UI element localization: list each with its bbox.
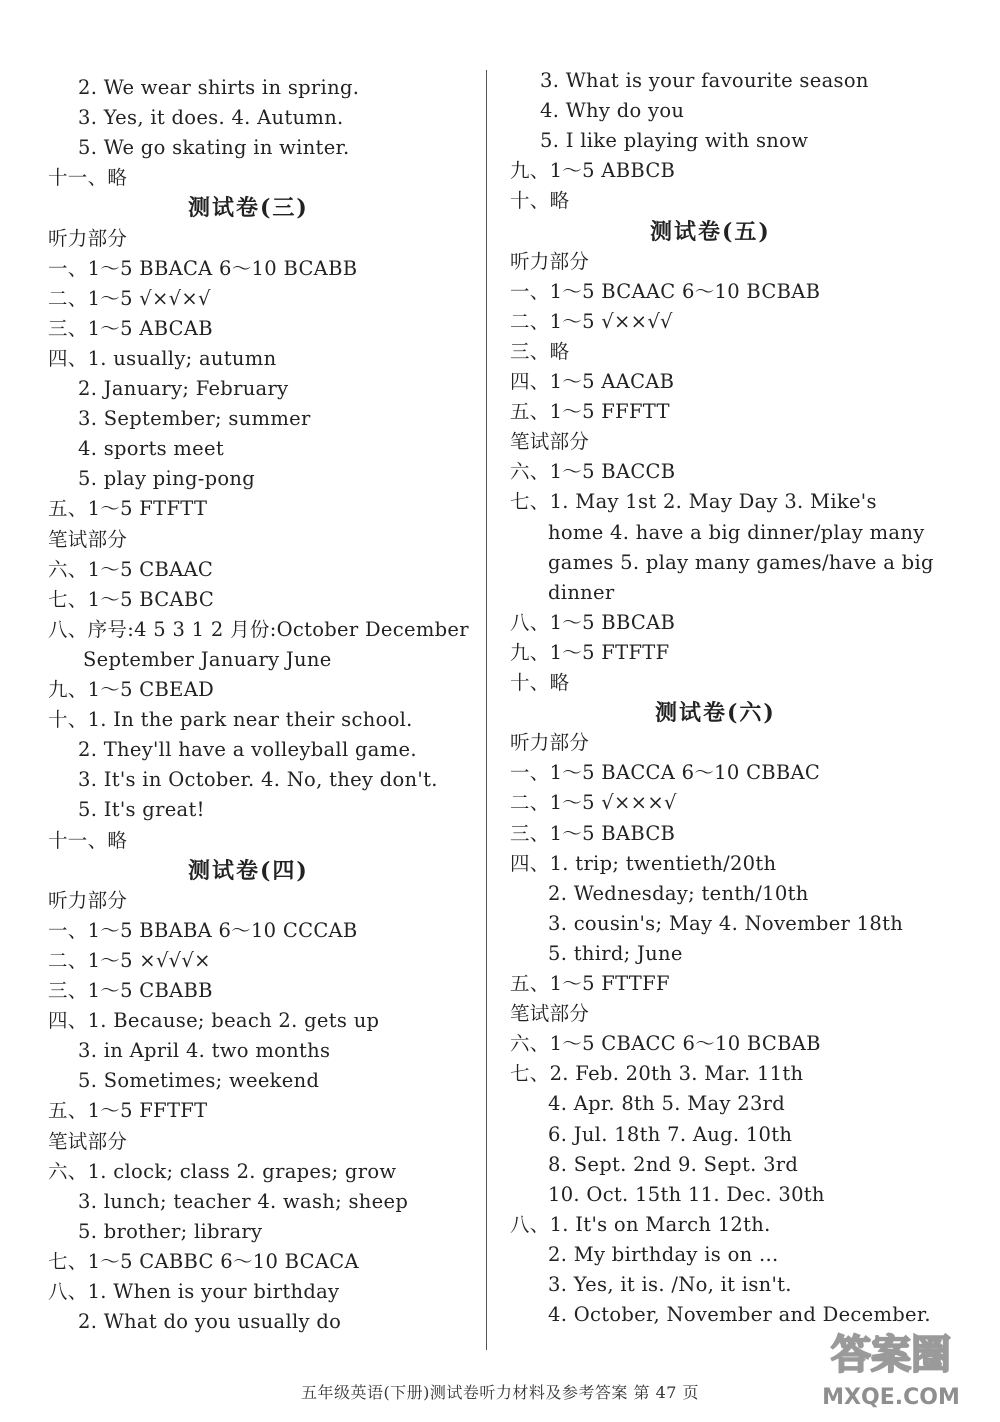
watermark-line2: MXQE.COM: [822, 1385, 960, 1410]
answer-line: 4. Why do you: [540, 99, 685, 123]
section-title: 测试卷(五): [650, 218, 771, 245]
answer-line: 一、1～5 BCAAC 6～10 BCBAB: [510, 279, 821, 303]
answer-line: 听力部分: [48, 888, 128, 912]
answer-line: 2. What do you usually do: [78, 1310, 342, 1334]
answer-line: 三、略: [510, 339, 570, 363]
answer-line: dinner: [548, 580, 615, 604]
answer-line: 3. Yes, it is. /No, it isn't.: [548, 1273, 792, 1296]
answer-line: 2. January; February: [78, 377, 289, 400]
answer-line: 二、1～5 √×××√: [510, 791, 677, 815]
answer-line: 2. We wear shirts in spring.: [78, 76, 360, 99]
watermark-logo: [816, 1318, 966, 1414]
answer-line: 四、1. usually; autumn: [48, 346, 277, 370]
answer-line: 4. October, November and December.: [548, 1303, 931, 1327]
answer-line: 六、1. clock; class 2. grapes; grow: [48, 1159, 397, 1183]
answer-line: 听力部分: [510, 249, 590, 273]
answer-line: 一、1～5 BBABA 6～10 CCCAB: [48, 918, 358, 942]
answer-line: 七、1～5 BCABC: [48, 587, 215, 611]
answer-line: 3. Yes, it does. 4. Autumn.: [78, 106, 344, 130]
answer-line: 笔试部分: [48, 1129, 128, 1153]
page-footer: 五年级英语(下册)测试卷听力材料及参考答案 第 47 页: [300, 1383, 700, 1402]
answer-line: 八、1～5 BBCAB: [510, 610, 676, 634]
section-title: 测试卷(四): [188, 857, 309, 884]
answer-line: 3. September; summer: [78, 407, 311, 431]
answer-line: 六、1～5 CBACC 6～10 BCBAB: [510, 1032, 821, 1056]
answer-line: 2. Wednesday; tenth/10th: [548, 881, 809, 905]
answer-line: 四、1. Because; beach 2. gets up: [48, 1009, 380, 1033]
answer-line: 三、1～5 CBABB: [48, 979, 213, 1002]
answer-line: 5. Sometimes; weekend: [78, 1069, 320, 1093]
answer-line: 3. cousin's; May 4. November 18th: [548, 911, 904, 935]
answer-line: 3. in April 4. two months: [78, 1039, 331, 1063]
answer-line: 六、1～5 BACCB: [510, 460, 676, 484]
answer-line: 4. sports meet: [78, 437, 225, 461]
answer-line: 笔试部分: [510, 1002, 590, 1026]
answer-line: 二、1～5 √×√×√: [48, 286, 211, 310]
answer-line: 5. third; June: [548, 941, 683, 965]
answer-line: 5. I like playing with snow: [540, 129, 809, 153]
answer-line: home 4. have a big dinner/play many: [548, 520, 925, 544]
answer-line: 四、1. trip; twentieth/20th: [510, 851, 777, 875]
answer-line: games 5. play many games/have a big: [548, 550, 934, 574]
answer-line: 三、1～5 ABCAB: [48, 316, 213, 340]
answer-line: 八、1. When is your birthday: [48, 1280, 340, 1303]
answer-line: 七、1. May 1st 2. May Day 3. Mike's: [510, 490, 877, 514]
answer-line: 八、1. It's on March 12th.: [510, 1212, 771, 1236]
answer-line: 九、1～5 ABBCB: [510, 159, 676, 183]
answer-line: 5. play ping-pong: [78, 467, 256, 491]
column-divider: [486, 70, 487, 1350]
answer-line: 一、1～5 BBACA 6～10 BCABB: [48, 256, 358, 280]
answer-line: 十、略: [510, 671, 570, 694]
answer-line: 四、1～5 AACAB: [510, 370, 675, 393]
answer-line: 一、1～5 BACCA 6～10 CBBAC: [510, 761, 821, 785]
answer-line: 七、1～5 CABBC 6～10 BCACA: [48, 1249, 359, 1273]
answer-line: 二、1～5 √××√√: [510, 309, 673, 333]
answer-line: 十、1. In the park near their school.: [48, 708, 413, 732]
answer-line: September January June: [83, 647, 332, 671]
answer-line: 十一、略: [48, 166, 128, 190]
answer-line: 3. lunch; teacher 4. wash; sheep: [78, 1189, 409, 1213]
answer-line: 五、1～5 FFTFT: [48, 1099, 208, 1123]
answer-line: 2. My birthday is on ...: [548, 1242, 779, 1266]
answer-line: 九、1～5 FTFTF: [510, 640, 670, 664]
answer-line: 4. Apr. 8th 5. May 23rd: [548, 1092, 786, 1116]
answer-line: 三、1～5 BABCB: [510, 821, 676, 845]
answer-line: 笔试部分: [48, 527, 128, 551]
answer-line: 5. We go skating in winter.: [78, 136, 350, 160]
answer-line: 10. Oct. 15th 11. Dec. 30th: [548, 1182, 825, 1206]
answer-line: 2. They'll have a volleyball game.: [78, 738, 417, 762]
answer-line: 5. It's great!: [78, 798, 205, 822]
answer-line: 6. Jul. 18th 7. Aug. 10th: [548, 1122, 793, 1146]
answer-line: 九、1～5 CBEAD: [48, 678, 215, 701]
answer-line: 听力部分: [510, 731, 590, 755]
answer-line: 3. What is your favourite season: [540, 69, 869, 92]
answer-line: 十一、略: [48, 828, 128, 852]
answer-line: 十、略: [510, 189, 570, 213]
answer-line: 五、1～5 FTFTT: [48, 497, 208, 521]
answer-line: 5. brother; library: [78, 1219, 263, 1243]
answer-line: 二、1～5 ×√√√×: [48, 948, 211, 972]
answer-line: 8. Sept. 2nd 9. Sept. 3rd: [548, 1152, 799, 1176]
answer-line: 五、1～5 FTTFF: [510, 972, 670, 995]
section-title: 测试卷(六): [655, 700, 776, 727]
answer-line: 3. It's in October. 4. No, they don't.: [78, 768, 438, 792]
answer-line: 八、序号:4 5 3 1 2 月份:October December: [48, 617, 469, 641]
section-title: 测试卷(三): [188, 195, 309, 222]
answer-line: 七、2. Feb. 20th 3. Mar. 11th: [510, 1062, 804, 1086]
answer-line: 笔试部分: [510, 430, 590, 454]
answer-line: 五、1～5 FFFTT: [510, 400, 670, 424]
watermark-line1: 答案圈: [831, 1332, 951, 1378]
answer-line: 六、1～5 CBAAC: [48, 557, 214, 581]
answer-line: 听力部分: [48, 226, 128, 250]
